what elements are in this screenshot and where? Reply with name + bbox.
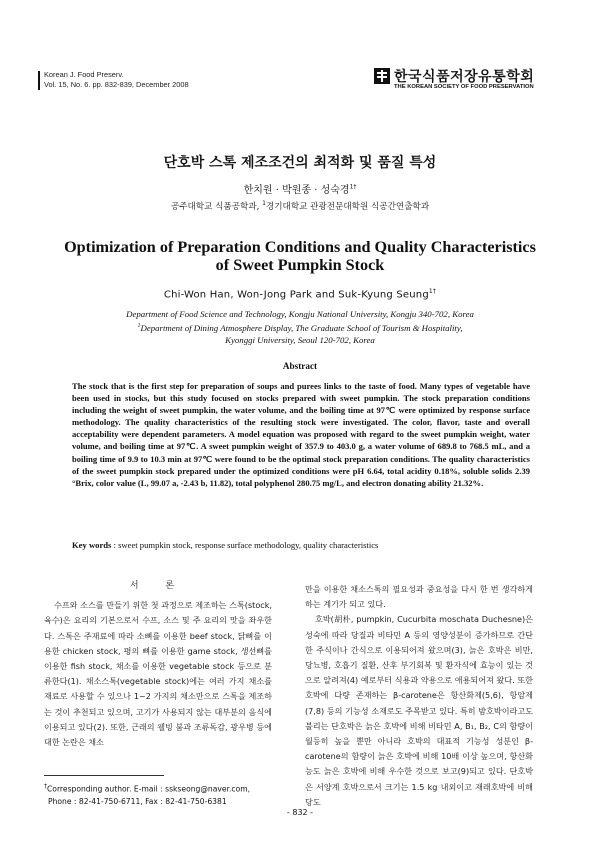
keywords-text: : sweet pumpkin stock, response surface methodology, quality characteristics (113, 540, 379, 550)
journal-volume: Vol. 15, No. 6. pp. 832-839, December 2008 (44, 80, 189, 89)
korean-affiliation-1: 공주대학교 식품공학과, (170, 202, 260, 212)
society-logo (374, 66, 560, 94)
intro-paragraph-1: 수프와 소스를 만들기 위한 첫 과정으로 제조하는 스톡(stock, 육수)은 요리의 기본으로서 수프, 소스 및 주 요리의 맛을 좌우한다. 스톡은 주재료에 따라 소뼈를 이용한 beef stock, 닭뼈를 이용한 chicken stock, 평의 뼈를 이용한 game stock, 생선뼈를 이용한 fish stock, 채소를 이용한 vegetable stock 등으로 분류한다(1). 채소스톡(vegetable stock)에는 여러 가지 채소를 재료로 사용할 수 있으나 1~2 가지의 채소만으로 스톡을 제조하는 것이 추천되고 있으며, 고기가 사용되지 않는 대부분의 음식에 이용되고 있다(2). 또한, 근래의 웰빙 붐과 조류독감, 광우병 등에 대한 논란은 채소 (44, 600, 272, 748)
english-affiliation-line-1: Department of Food Science and Technology, Kongju National University, Kongju 340-702, Korea (126, 309, 474, 319)
english-title-line-1: Optimization of Preparation Conditions and Quality Characteristics (64, 238, 536, 256)
left-column (44, 579, 272, 750)
intro-paragraph-1-continued: 만을 이용한 채소스톡의 필요성과 중요성을 다시 한 번 생각하게 하는 계기가 되고 있다. (305, 584, 533, 610)
intro-paragraph-2: 호박(胡朴, pumpkin, Cucurbita moschata Duchesne)은 성숙에 따라 당질과 비타민 A 등의 영양성분이 증가하므로 간단한 주식이나 간식으로 이용되어져 왔으며(3), 늙은 호박은 비만, 당뇨병, 호흡기 질환, 산후 부기회복 및 환자식에 효능이 있는 것으로 알려져(4) 예로부터 식용과 약용으로 애용되어져 왔다. 또한 호박에 다량 존재하는 β-carotene은 항산화제(5,6), 항암제(7,8) 등의 기능성 소재로도 주목받고 있다. 특히 밤호박이라고도 불리는 단호박은 늙은 호박에 비해 비타민 A, B₁, B₂, C의 함량이 월등히 높을 뿐만 아니라 호박의 대표적 기능성 성분인 β-carotene의 함량이 늙은 호박에 비해 10배 이상 높으며, 항산화능도 늙은 호박에 비해 우수한 것으로 보고(9)되고 있다. 단호박은 서양계 호박으로서 크기는 1.5 kg 내외이고 재래호박에 비해 당도 (305, 614, 533, 807)
page-number: - 832 - (286, 808, 314, 817)
section-heading-introduction: 서 론 (129, 581, 187, 591)
english-authors (0, 288, 600, 300)
citation-bar (38, 71, 40, 90)
english-affiliation-sup: 1 (137, 323, 141, 329)
footnote-line-1 (44, 781, 250, 796)
society-emblem-icon (374, 68, 390, 84)
journal-name: Korean J. Food Preserv. (44, 70, 124, 79)
korean-affiliation (0, 200, 600, 212)
english-title-line-2: of Sweet Pumpkin Stock (215, 256, 385, 274)
english-affiliation (0, 308, 600, 346)
english-affiliation-line-2 (0, 320, 600, 334)
korean-authors (0, 181, 600, 196)
corresponding-author-footnote (44, 781, 250, 808)
society-name-ko: 한국식품저장유통학회 (394, 69, 535, 85)
english-affiliation-line-3: Kyonggi University, Seoul 120-702, Korea (225, 334, 375, 345)
footnote-rule (44, 775, 164, 776)
korean-affiliation-2: 경기대학교 관광전문대학원 식공간연출학과 (265, 202, 430, 212)
korean-author-names: 한치원 · 박원종 · 성숙경 (243, 185, 350, 196)
keywords-label: Key words (72, 540, 112, 550)
footnote-email: Corresponding author. E-mail : sskseong@naver.com, (47, 784, 251, 794)
footnote-line-2: Phone : 82-41-750-6711, Fax : 82-41-750-6381 (48, 796, 227, 806)
korean-title: 단호박 스톡 제조조건의 최적화 및 품질 특성 (163, 155, 437, 171)
english-title (0, 238, 600, 274)
english-affiliation-text-2: Department of Dining Atmosphere Display, The Graduate School of Tourism & Hospitality, (140, 322, 463, 333)
footnote-mark: † (44, 783, 47, 790)
right-column (305, 582, 533, 810)
society-name-en: THE KOREAN SOCIETY OF FOOD PRESERVATION (394, 84, 534, 90)
journal-citation (44, 70, 189, 90)
abstract-heading: Abstract (282, 361, 318, 371)
english-author-mark: 1† (428, 288, 437, 295)
keywords (72, 540, 378, 550)
english-author-names: Chi-Won Han, Won-Jong Park and Suk-Kyung Seung (163, 289, 429, 301)
korean-author-mark: 1† (349, 183, 357, 191)
korean-affiliation-sup: 1 (262, 200, 266, 208)
abstract-body: The stock that is the first step for preparation of soups and purees links to the taste of food. Many types of vegetable have been used in stocks, but this study focused on stocks prepared with sweet pumpkin. The stock preparation conditions including the weight of sweet pumpkin, the water volume, and the boiling time at 97℃ were optimized by response surface methodology. The quality characteristics of the resulting stock were investigated. The color, flavor, taste and overall acceptability were dependent parameters. A model equation was proposed with regard to the sweet pumpkin weight, water volume, and boiling time at 97℃. A sweet pumpkin weight of 357.9 to 403.0 g, a water volume of 689.8 to 768.5 mL, and a boiling time of 9.9 to 10.3 min at 97℃ were found to be the optimal stock preparation conditions. The quality characteristics of the sweet pumpkin stock prepared under the optimized conditions were pH 6.64, total acidity 0.18%, soluble solids 2.39 °Brix, color value (L, 99.07 a, -2.43 b, 11.82), total polyphenol 280.75 mg/L, and electron donating ability 21.32%. (72, 381, 530, 488)
